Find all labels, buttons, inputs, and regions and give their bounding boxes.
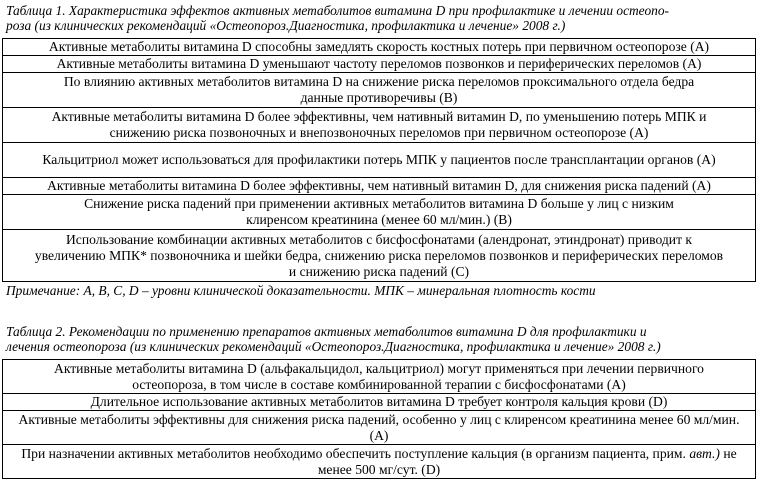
table1-cell-8: Использование комбинации активных метаболитов с бисфосфонатами (алендронат, этиндронат) приводит к увеличению МПК* позвоночника и шейки бедра, снижению риска переломов позвонков и периферических переломов и снижению риска падений (С) [3,230,756,282]
table2-caption-line1: Таблица 2. Рекомендации по применению препаратов активных метаболитов витамина D для профилактики и [6,324,647,339]
table1-cell-5: Кальцитриол может использоваться для профилактики потерь МПК у пациентов после трансплантации органов (А) [3,143,756,178]
table1-row [3,230,756,282]
table2-caption-line2: лечения остеопороза (из клинических рекомендаций «Остеопороз.Диагностика, профилактика и лечение» 2008 г.) [6,339,661,354]
table1-row [3,178,756,195]
table1-caption-line2: роза (из клинических рекомендаций «Остеопороз.Диагностика, профилактика и лечение» 2008 г.) [6,18,566,33]
table2 [2,359,756,479]
table2-cell-3: Активные метаболиты эффективны для снижения риска падений, особенно у лиц с клиренсом креатинина менее 60 мл/мин. (А) [3,411,756,445]
table1-row [3,73,756,108]
table1-cell-3: По влиянию активных метаболитов витамина D на снижение риска переломов проксимального отдела бедра данные противоречивы (В) [3,73,756,108]
table2-cell-4-text-italic: авт.) [689,445,720,461]
table2-row [3,360,756,394]
table1-cell-7: Снижение риска падений при применении активных метаболитов витамина D больше у лиц с низким клиренсом креатинина (менее 60 мл/мин.) (В) [3,195,756,230]
table1-caption-line1: Таблица 1. Характеристика эффектов активных метаболитов витамина D при профилактике и лечении остеопо- [6,3,669,18]
table1-row [3,143,756,178]
table2-cell-2: Длительное использование активных метаболитов витамина D требует контроля кальция крови (D) [3,394,756,411]
table1-note: Примечание: А, В, С, D – уровни клинической доказательности. МПК – минеральная плотность кости [6,283,596,298]
table2-row [3,394,756,411]
table1-row [3,39,756,56]
table2-row [3,445,756,479]
table1-caption [6,3,754,33]
table1-cell-2: Активные метаболиты витамина D уменьшают частоту переломов позвонков и периферических переломов (А) [3,56,756,73]
table1-row [3,195,756,230]
table1 [2,38,756,282]
table2-caption [6,324,754,354]
table1-cell-6: Активные метаболиты витамина D более эффективны, чем нативный витамин D, для снижения риска падений (А) [3,178,756,195]
table2-cell-1: Активные метаболиты витамина D (альфакальцидол, кальцитриол) могут применяться при лечении первичного остеопороза, в том числе в составе комбинированной терапии с бисфосфонатами (А) [3,360,756,394]
table2-cell-4-text-b: не менее 500 мг/сут. (D) [317,445,737,477]
table1-row [3,56,756,73]
table1-row [3,108,756,143]
table2-cell-4-text-a: При назначении активных метаболитов необходимо обеспечить поступление кальция (в организм пациента, прим. [21,445,686,461]
table1-cell-4: Активные метаболиты витамина D более эффективны, чем нативный витамин D, по уменьшению потерь МПК и снижению риска позвоночных и внепозвоночных переломов при первичном остеопорозе (А) [3,108,756,143]
table1-cell-1: Активные метаболиты витамина D способны замедлять скорость костных потерь при первичном остеопорозе (А) [3,39,756,56]
table2-row [3,411,756,445]
table2-cell-4 [3,445,756,479]
